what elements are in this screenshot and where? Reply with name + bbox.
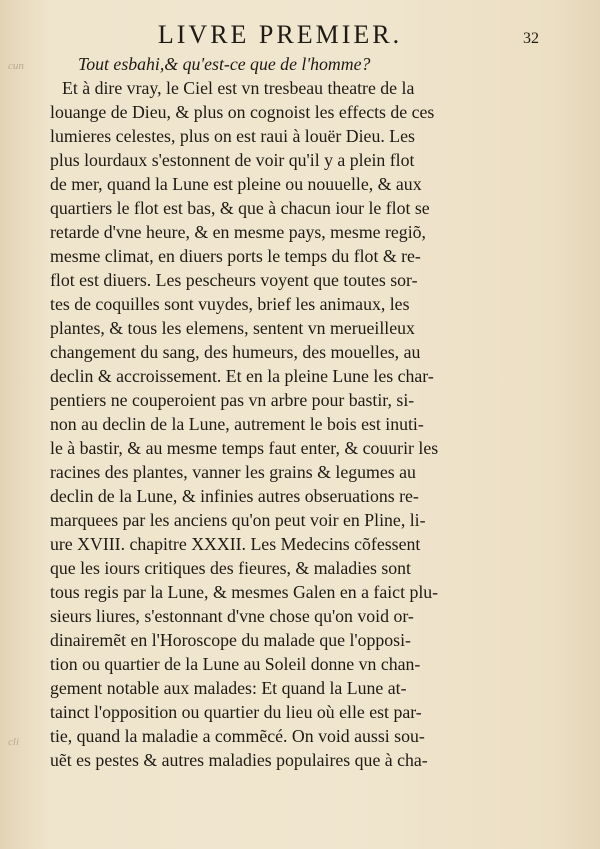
margin-bleedthrough-bottom: cli: [8, 736, 19, 748]
text-line: racines des plantes, vanner les grains & legumes au: [50, 462, 416, 482]
text-line: dinairemẽt en l'Horoscope du malade que l'opposi-: [50, 630, 411, 650]
text-line: tainct l'opposition ou quartier du lieu où elle est par-: [50, 702, 422, 722]
text-line: declin de la Lune, & infinies autres obseruations re-: [50, 486, 419, 506]
text-line: declin & accroissement. Et en la pleine Lune les char-: [50, 366, 434, 386]
sidenote-line: Tout esbahi,& qu'est-ce que de l'homme?: [78, 54, 371, 74]
text-line: plantes, & tous les elemens, sentent vn merueilleux: [50, 318, 415, 338]
text-line: Et à dire vray, le Ciel est vn tresbeau theatre de la: [62, 78, 415, 98]
text-line: plus lourdaux s'estonnent de voir qu'il y a plein flot: [50, 150, 415, 170]
running-title: LIVRE PREMIER.: [157, 20, 403, 49]
page-number: 32: [523, 30, 539, 47]
text-line: de mer, quand la Lune est pleine ou nouuelle, & aux: [50, 174, 422, 194]
text-line: ure XVIII. chapitre XXXII. Les Medecins cõfessent: [50, 534, 421, 554]
text-line: lumieres celestes, plus on est raui à louër Dieu. Les: [50, 126, 415, 146]
text-line: non au declin de la Lune, autrement le bois est inuti-: [50, 414, 424, 434]
text-line: louange de Dieu, & plus on cognoist les effects de ces: [50, 102, 435, 122]
text-line: pentiers ne couperoient pas vn arbre pour bastir, si-: [50, 390, 415, 410]
text-line: le à bastir, & au mesme temps faut enter, & couurir les: [50, 438, 439, 458]
text-line: flot est diuers. Les pescheurs voyent que toutes sor-: [50, 270, 418, 290]
text-line: que les iours critiques des fieures, & maladies sont: [50, 558, 411, 578]
text-line: retarde d'vne heure, & en mesme pays, mesme regiõ,: [50, 222, 426, 242]
text-line: tion ou quartier de la Lune au Soleil donne vn chan-: [50, 654, 421, 674]
text-line: sieurs liures, s'estonnant d'vne chose qu'on void or-: [50, 606, 414, 626]
text-line: gement notable aux malades: Et quand la Lune at-: [50, 678, 407, 698]
text-line: mesme climat, en diuers ports le temps du flot & re-: [50, 246, 421, 266]
text-line: tous regis par la Lune, & mesmes Galen en a faict plu-: [50, 582, 439, 602]
margin-bleedthrough-top: cun: [8, 60, 24, 72]
text-line: quartiers le flot est bas, & que à chacun iour le flot se: [50, 198, 430, 218]
text-line: marquees par les anciens qu'on peut voir en Pline, li-: [50, 510, 426, 530]
text-line: tie, quand la maladie a commẽcé. On void aussi sou-: [50, 726, 425, 746]
text-line: uẽt es pestes & autres maladies populaires que à cha-: [50, 750, 428, 770]
text-line: changement du sang, des humeurs, des mouelles, au: [50, 342, 421, 362]
text-line: tes de coquilles sont vuydes, brief les animaux, les: [50, 294, 410, 314]
